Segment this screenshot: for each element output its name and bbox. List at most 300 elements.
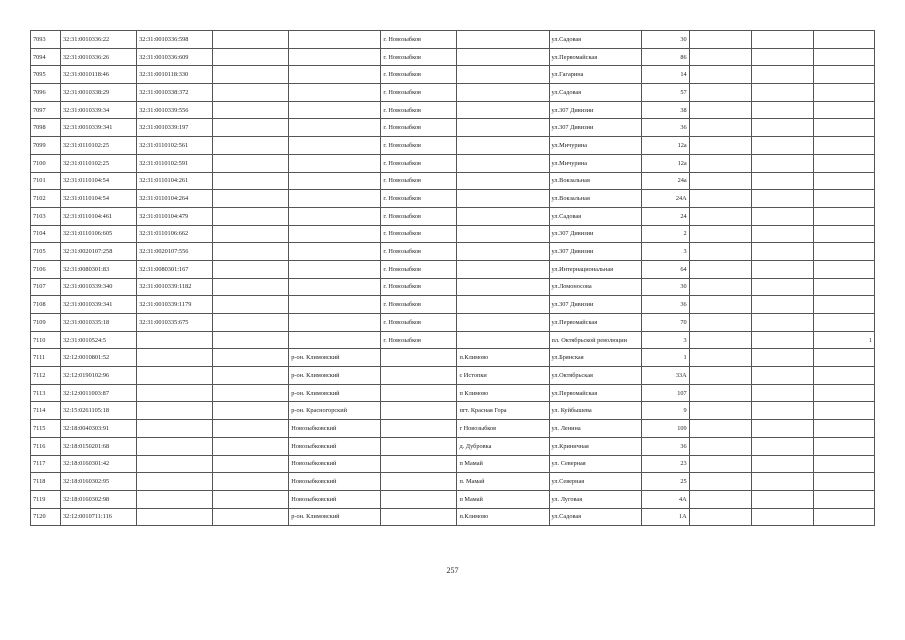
cell-extra-column-1 xyxy=(689,402,751,420)
cell-row-number: 7105 xyxy=(31,243,61,261)
cell-extra-column-3 xyxy=(813,190,874,208)
cell-city: г. Новозыбков xyxy=(381,84,457,102)
cell-district xyxy=(289,172,381,190)
cell-street: ул.Садовая xyxy=(549,31,641,49)
cell-row-number: 7101 xyxy=(31,172,61,190)
cell-district: Новозыбковский xyxy=(289,473,381,491)
table-row xyxy=(31,384,875,402)
cell-city xyxy=(381,420,457,438)
cell-settlement xyxy=(457,48,549,66)
cell-district xyxy=(289,331,381,349)
cell-street: ул.Первомайская xyxy=(549,384,641,402)
cell-city: г. Новозыбков xyxy=(381,190,457,208)
cell-district xyxy=(289,296,381,314)
cell-empty-column xyxy=(213,84,289,102)
cell-settlement: с Истопки xyxy=(457,367,549,385)
cell-cadastral-number-building xyxy=(137,384,213,402)
cell-city: г. Новозыбков xyxy=(381,207,457,225)
cell-cadastral-number-building: 32:31:0110102:591 xyxy=(137,154,213,172)
cell-district: р-он. Климовский xyxy=(289,367,381,385)
table-row xyxy=(31,260,875,278)
cell-row-number: 7118 xyxy=(31,473,61,491)
cell-empty-column xyxy=(213,331,289,349)
cell-extra-column-3: 1 xyxy=(813,331,874,349)
cell-extra-column-1 xyxy=(689,278,751,296)
cell-extra-column-2 xyxy=(751,278,813,296)
cell-cadastral-number-building: 32:31:0110102:561 xyxy=(137,137,213,155)
cell-district: р-он. Климовский xyxy=(289,508,381,526)
cell-house-number: 2 xyxy=(641,225,689,243)
cell-district: р-он. Климовский xyxy=(289,349,381,367)
cell-street: ул. Северная xyxy=(549,455,641,473)
cell-cadastral-number-land: 32:12:0010801:52 xyxy=(61,349,137,367)
cell-house-number: 1 xyxy=(641,349,689,367)
cell-extra-column-2 xyxy=(751,154,813,172)
cell-empty-column xyxy=(213,66,289,84)
cell-cadastral-number-land: 32:31:0010339:341 xyxy=(61,119,137,137)
cell-extra-column-2 xyxy=(751,119,813,137)
table-row xyxy=(31,278,875,296)
cell-row-number: 7111 xyxy=(31,349,61,367)
cell-row-number: 7104 xyxy=(31,225,61,243)
cell-empty-column xyxy=(213,420,289,438)
cell-city xyxy=(381,367,457,385)
cell-empty-column xyxy=(213,508,289,526)
cell-city: г. Новозыбков xyxy=(381,278,457,296)
cell-row-number: 7117 xyxy=(31,455,61,473)
cell-settlement: п Мамай xyxy=(457,490,549,508)
cell-cadastral-number-building xyxy=(137,402,213,420)
cell-cadastral-number-building: 32:31:0020107:556 xyxy=(137,243,213,261)
cell-city xyxy=(381,349,457,367)
cell-row-number: 7114 xyxy=(31,402,61,420)
page-number: 257 xyxy=(446,566,459,575)
cell-settlement xyxy=(457,260,549,278)
cell-city xyxy=(381,402,457,420)
table-row xyxy=(31,48,875,66)
cell-extra-column-3 xyxy=(813,437,874,455)
cell-cadastral-number-building xyxy=(137,455,213,473)
cell-street: ул.Садовая xyxy=(549,508,641,526)
cell-street: ул.307 Дивизии xyxy=(549,243,641,261)
table-row xyxy=(31,490,875,508)
cell-house-number: 9 xyxy=(641,402,689,420)
cell-empty-column xyxy=(213,172,289,190)
cell-extra-column-3 xyxy=(813,66,874,84)
cell-street: ул.Интернациональная xyxy=(549,260,641,278)
cell-empty-column xyxy=(213,137,289,155)
cell-cadastral-number-land: 32:31:0010338:29 xyxy=(61,84,137,102)
cell-settlement: п Мамай xyxy=(457,455,549,473)
cell-cadastral-number-land: 32:31:0010335:18 xyxy=(61,314,137,332)
cell-district xyxy=(289,31,381,49)
cell-settlement xyxy=(457,190,549,208)
cell-cadastral-number-land: 32:15:0261105:18 xyxy=(61,402,137,420)
cell-cadastral-number-building: 32:31:0110104:261 xyxy=(137,172,213,190)
cell-row-number: 7098 xyxy=(31,119,61,137)
cell-row-number: 7107 xyxy=(31,278,61,296)
cell-street: ул.307 Дивизии xyxy=(549,225,641,243)
cell-extra-column-1 xyxy=(689,48,751,66)
cell-district xyxy=(289,84,381,102)
cell-cadastral-number-land: 32:31:0010336:26 xyxy=(61,48,137,66)
cell-street: ул.Брянская xyxy=(549,349,641,367)
cell-extra-column-1 xyxy=(689,84,751,102)
cell-empty-column xyxy=(213,455,289,473)
cell-settlement xyxy=(457,66,549,84)
cell-row-number: 7095 xyxy=(31,66,61,84)
cell-extra-column-2 xyxy=(751,137,813,155)
table-row xyxy=(31,31,875,49)
cell-extra-column-2 xyxy=(751,420,813,438)
cell-extra-column-3 xyxy=(813,384,874,402)
cell-extra-column-1 xyxy=(689,137,751,155)
cell-extra-column-3 xyxy=(813,278,874,296)
cell-city: г. Новозыбков xyxy=(381,331,457,349)
cell-cadastral-number-land: 32:31:0110104:54 xyxy=(61,190,137,208)
cell-street: ул.Октябрьская xyxy=(549,367,641,385)
cell-empty-column xyxy=(213,260,289,278)
cell-extra-column-1 xyxy=(689,490,751,508)
cell-district: Новозыбковский xyxy=(289,437,381,455)
cell-street: ул.Садовая xyxy=(549,207,641,225)
cell-cadastral-number-land: 32:31:0110102:25 xyxy=(61,137,137,155)
cell-cadastral-number-building xyxy=(137,349,213,367)
cell-cadastral-number-land: 32:31:0110102:25 xyxy=(61,154,137,172)
cell-extra-column-2 xyxy=(751,314,813,332)
cell-street: ул.307 Дивизии xyxy=(549,119,641,137)
cell-cadastral-number-building: 32:31:0110104:479 xyxy=(137,207,213,225)
cell-extra-column-1 xyxy=(689,508,751,526)
cell-settlement: г Новозыбков xyxy=(457,420,549,438)
cell-street: ул.Ломоносова xyxy=(549,278,641,296)
cell-extra-column-2 xyxy=(751,243,813,261)
cell-cadastral-number-building xyxy=(137,367,213,385)
table-row xyxy=(31,207,875,225)
cell-extra-column-3 xyxy=(813,154,874,172)
table-row xyxy=(31,331,875,349)
table-row xyxy=(31,119,875,137)
table-row xyxy=(31,367,875,385)
cell-city: г. Новозыбков xyxy=(381,48,457,66)
cell-house-number: 24 xyxy=(641,207,689,225)
cell-empty-column xyxy=(213,48,289,66)
cell-street: ул.Гагарина xyxy=(549,66,641,84)
cell-cadastral-number-building: 32:31:0080301:167 xyxy=(137,260,213,278)
cell-extra-column-3 xyxy=(813,260,874,278)
cell-settlement: п.Климово xyxy=(457,508,549,526)
cell-cadastral-number-building xyxy=(137,473,213,491)
cell-house-number: 3 xyxy=(641,243,689,261)
cell-settlement xyxy=(457,84,549,102)
cell-row-number: 7119 xyxy=(31,490,61,508)
cell-city: г. Новозыбков xyxy=(381,66,457,84)
cell-settlement xyxy=(457,172,549,190)
cell-row-number: 7112 xyxy=(31,367,61,385)
cell-settlement xyxy=(457,137,549,155)
cell-settlement: п.Климово xyxy=(457,349,549,367)
cell-empty-column xyxy=(213,278,289,296)
cell-extra-column-3 xyxy=(813,225,874,243)
cell-extra-column-3 xyxy=(813,243,874,261)
cell-cadastral-number-land: 32:31:0010336:22 xyxy=(61,31,137,49)
cell-cadastral-number-land: 32:31:0010339:340 xyxy=(61,278,137,296)
cell-district: Новозыбковский xyxy=(289,490,381,508)
cell-row-number: 7096 xyxy=(31,84,61,102)
cell-cadastral-number-land: 32:12:0011003:87 xyxy=(61,384,137,402)
cell-extra-column-1 xyxy=(689,420,751,438)
cell-extra-column-1 xyxy=(689,367,751,385)
table-row xyxy=(31,66,875,84)
cell-city: г. Новозыбков xyxy=(381,296,457,314)
cell-extra-column-1 xyxy=(689,119,751,137)
cell-empty-column xyxy=(213,154,289,172)
cell-row-number: 7099 xyxy=(31,137,61,155)
cell-extra-column-2 xyxy=(751,207,813,225)
table-row xyxy=(31,473,875,491)
cell-extra-column-3 xyxy=(813,402,874,420)
cell-extra-column-1 xyxy=(689,349,751,367)
cell-empty-column xyxy=(213,349,289,367)
table-row xyxy=(31,420,875,438)
cell-settlement xyxy=(457,243,549,261)
cell-cadastral-number-building: 32:31:0010339:197 xyxy=(137,119,213,137)
registry-table-body xyxy=(31,31,875,526)
cell-empty-column xyxy=(213,314,289,332)
cell-street: ул.Вокзальная xyxy=(549,190,641,208)
cell-cadastral-number-building: 32:31:0010118:330 xyxy=(137,66,213,84)
cell-extra-column-3 xyxy=(813,172,874,190)
cell-district: р-он. Климовский xyxy=(289,384,381,402)
cell-street: пл. Октябрьской революции xyxy=(549,331,641,349)
cell-extra-column-2 xyxy=(751,260,813,278)
cell-extra-column-2 xyxy=(751,190,813,208)
cell-empty-column xyxy=(213,190,289,208)
cell-empty-column xyxy=(213,402,289,420)
cell-city xyxy=(381,455,457,473)
cell-extra-column-2 xyxy=(751,296,813,314)
cell-extra-column-2 xyxy=(751,225,813,243)
cell-street: ул.Мичурина xyxy=(549,137,641,155)
cell-extra-column-2 xyxy=(751,31,813,49)
cell-district: р-он. Красногорский xyxy=(289,402,381,420)
cell-extra-column-1 xyxy=(689,384,751,402)
cell-extra-column-2 xyxy=(751,101,813,119)
cell-cadastral-number-building: 32:31:0010336:609 xyxy=(137,48,213,66)
cell-city xyxy=(381,437,457,455)
cell-extra-column-2 xyxy=(751,349,813,367)
cell-extra-column-1 xyxy=(689,207,751,225)
cell-cadastral-number-building: 32:31:0010336:598 xyxy=(137,31,213,49)
table-row xyxy=(31,154,875,172)
cell-district: Новозыбковский xyxy=(289,420,381,438)
cell-extra-column-1 xyxy=(689,314,751,332)
cell-settlement: д. Дубровка xyxy=(457,437,549,455)
cell-extra-column-2 xyxy=(751,490,813,508)
cell-street: ул.Мичурина xyxy=(549,154,641,172)
cell-house-number: 57 xyxy=(641,84,689,102)
cell-district xyxy=(289,225,381,243)
table-row xyxy=(31,314,875,332)
table-row xyxy=(31,190,875,208)
cell-extra-column-3 xyxy=(813,508,874,526)
cell-city: г. Новозыбков xyxy=(381,260,457,278)
cell-extra-column-3 xyxy=(813,296,874,314)
cell-extra-column-3 xyxy=(813,367,874,385)
cell-house-number: 1А xyxy=(641,508,689,526)
cell-city xyxy=(381,384,457,402)
cell-extra-column-1 xyxy=(689,243,751,261)
cell-settlement: пгт. Красная Гора xyxy=(457,402,549,420)
cell-extra-column-2 xyxy=(751,48,813,66)
cell-extra-column-3 xyxy=(813,84,874,102)
registry-table xyxy=(30,30,875,526)
cell-extra-column-2 xyxy=(751,508,813,526)
cell-extra-column-1 xyxy=(689,455,751,473)
table-row xyxy=(31,172,875,190)
cell-extra-column-1 xyxy=(689,154,751,172)
cell-street: ул.Вокзальная xyxy=(549,172,641,190)
cell-extra-column-2 xyxy=(751,437,813,455)
cell-house-number: 33А xyxy=(641,367,689,385)
cell-extra-column-3 xyxy=(813,48,874,66)
cell-city: г. Новозыбков xyxy=(381,225,457,243)
cell-empty-column xyxy=(213,473,289,491)
cell-extra-column-3 xyxy=(813,420,874,438)
cell-row-number: 7097 xyxy=(31,101,61,119)
cell-cadastral-number-land: 32:31:0010524:5 xyxy=(61,331,137,349)
cell-house-number: 24А xyxy=(641,190,689,208)
cell-cadastral-number-building xyxy=(137,420,213,438)
cell-cadastral-number-land: 32:31:0010339:341 xyxy=(61,296,137,314)
cell-extra-column-3 xyxy=(813,473,874,491)
cell-extra-column-3 xyxy=(813,490,874,508)
cell-extra-column-3 xyxy=(813,119,874,137)
cell-extra-column-1 xyxy=(689,473,751,491)
cell-empty-column xyxy=(213,296,289,314)
cell-street: ул.Первомайская xyxy=(549,314,641,332)
cell-row-number: 7113 xyxy=(31,384,61,402)
cell-row-number: 7094 xyxy=(31,48,61,66)
cell-empty-column xyxy=(213,437,289,455)
cell-extra-column-3 xyxy=(813,314,874,332)
cell-settlement xyxy=(457,119,549,137)
table-row xyxy=(31,101,875,119)
cell-house-number: 38 xyxy=(641,101,689,119)
cell-district xyxy=(289,66,381,84)
cell-extra-column-1 xyxy=(689,225,751,243)
cell-settlement xyxy=(457,296,549,314)
cell-street: ул.Северная xyxy=(549,473,641,491)
cell-district xyxy=(289,137,381,155)
table-row xyxy=(31,349,875,367)
cell-district xyxy=(289,314,381,332)
cell-house-number: 109 xyxy=(641,420,689,438)
cell-house-number: 4А xyxy=(641,490,689,508)
cell-district xyxy=(289,101,381,119)
cell-city: г. Новозыбков xyxy=(381,31,457,49)
cell-extra-column-1 xyxy=(689,31,751,49)
cell-house-number: 12а xyxy=(641,137,689,155)
cell-settlement xyxy=(457,207,549,225)
cell-district: Новозыбковский xyxy=(289,455,381,473)
table-row xyxy=(31,84,875,102)
cell-cadastral-number-building: 32:31:0010338:372 xyxy=(137,84,213,102)
cell-settlement xyxy=(457,278,549,296)
cell-extra-column-1 xyxy=(689,437,751,455)
cell-city: г. Новозыбков xyxy=(381,101,457,119)
cell-row-number: 7110 xyxy=(31,331,61,349)
cell-street: ул. Луговая xyxy=(549,490,641,508)
cell-settlement xyxy=(457,331,549,349)
cell-house-number: 12а xyxy=(641,154,689,172)
cell-cadastral-number-land: 32:18:0160301:42 xyxy=(61,455,137,473)
cell-cadastral-number-building xyxy=(137,331,213,349)
cell-house-number: 3 xyxy=(641,331,689,349)
cell-district xyxy=(289,260,381,278)
cell-house-number: 36 xyxy=(641,119,689,137)
cell-extra-column-2 xyxy=(751,384,813,402)
cell-cadastral-number-land: 32:18:0160302:98 xyxy=(61,490,137,508)
cell-city: г. Новозыбков xyxy=(381,314,457,332)
table-row xyxy=(31,402,875,420)
cell-district xyxy=(289,154,381,172)
cell-district xyxy=(289,190,381,208)
cell-cadastral-number-building: 32:31:0010339:556 xyxy=(137,101,213,119)
cell-house-number: 23 xyxy=(641,455,689,473)
cell-extra-column-1 xyxy=(689,296,751,314)
cell-house-number: 86 xyxy=(641,48,689,66)
cell-extra-column-1 xyxy=(689,172,751,190)
cell-cadastral-number-building xyxy=(137,508,213,526)
cell-house-number: 30 xyxy=(641,31,689,49)
cell-house-number: 36 xyxy=(641,296,689,314)
cell-row-number: 7103 xyxy=(31,207,61,225)
cell-cadastral-number-land: 32:12:0190102:96 xyxy=(61,367,137,385)
cell-city: г. Новозыбков xyxy=(381,154,457,172)
table-row xyxy=(31,437,875,455)
cell-empty-column xyxy=(213,225,289,243)
table-row xyxy=(31,296,875,314)
cell-street: ул.Криничная xyxy=(549,437,641,455)
cell-cadastral-number-land: 32:31:0080301:83 xyxy=(61,260,137,278)
cell-extra-column-2 xyxy=(751,455,813,473)
cell-empty-column xyxy=(213,101,289,119)
cell-empty-column xyxy=(213,243,289,261)
cell-cadastral-number-building: 32:31:0110104:264 xyxy=(137,190,213,208)
cell-extra-column-1 xyxy=(689,101,751,119)
cell-house-number: 24а xyxy=(641,172,689,190)
cell-empty-column xyxy=(213,490,289,508)
cell-city: г. Новозыбков xyxy=(381,172,457,190)
cell-settlement xyxy=(457,314,549,332)
cell-house-number: 30 xyxy=(641,278,689,296)
cell-district xyxy=(289,48,381,66)
cell-empty-column xyxy=(213,119,289,137)
cell-cadastral-number-building xyxy=(137,490,213,508)
cell-cadastral-number-land: 32:31:0010118:46 xyxy=(61,66,137,84)
cell-cadastral-number-land: 32:31:0110106:605 xyxy=(61,225,137,243)
cell-district xyxy=(289,207,381,225)
cell-cadastral-number-land: 32:31:0110104:461 xyxy=(61,207,137,225)
cell-city: г. Новозыбков xyxy=(381,243,457,261)
cell-row-number: 7109 xyxy=(31,314,61,332)
cell-extra-column-1 xyxy=(689,66,751,84)
table-row xyxy=(31,508,875,526)
cell-district xyxy=(289,278,381,296)
cell-settlement xyxy=(457,31,549,49)
table-row xyxy=(31,243,875,261)
